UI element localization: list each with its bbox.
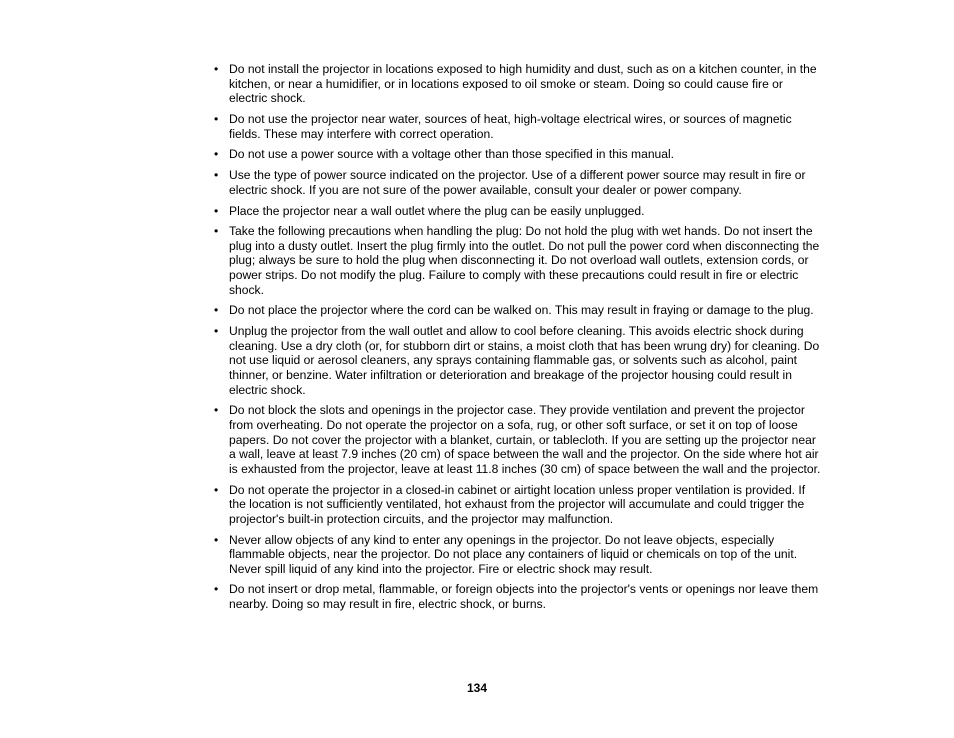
list-item	[214, 62, 824, 106]
list-item	[214, 303, 824, 318]
bullet-glyph: •	[214, 224, 219, 239]
list-item	[214, 582, 824, 611]
bullet-glyph: •	[214, 324, 219, 339]
list-item-text: Do not operate the projector in a closed-in cabinet or airtight location unless proper ventilation is provided. If the location is not sufficiently ventilated, hot exhaust from the projector will accumulate and could trigger the projector's built-in protection circuits, and the projector may malfunction.	[229, 482, 806, 526]
bullet-glyph: •	[214, 482, 219, 497]
list-item	[214, 403, 824, 476]
bullet-glyph: •	[214, 532, 219, 547]
bullet-glyph: •	[214, 403, 219, 418]
list-item	[214, 147, 824, 162]
list-item-text: Use the type of power source indicated on the projector. Use of a different power source may result in fire or electric shock. If you are not sure of the power available, consult your dealer or power company.	[229, 168, 806, 197]
list-item-text: Do not insert or drop metal, flammable, or foreign objects into the projector's vents or openings nor leave them nearby. Doing so may result in fire, electric shock, or burns.	[229, 582, 819, 612]
list-item	[214, 112, 824, 141]
page-number: 134	[466, 681, 488, 695]
list-item-text: Do not use the projector near water, sources of heat, high-voltage electrical wires, or sources of magnetic fields. These may interfere with correct operation.	[229, 111, 792, 141]
list-item-text: Do not place the projector where the cord can be walked on. This may result in fraying or damage to the plug.	[229, 303, 814, 318]
list-item-text: Unplug the projector from the wall outlet and allow to cool before cleaning. This avoids electric shock during cleaning. Use a dry cloth (or, for stubborn dirt or stains, a moist cloth that has been wrung dry) for cleaning. Do not use liquid or aerosol cleaners, any sprays containing flammable gas, or solvents such as alcohol, paint thinner, or benzine. Water infiltration or deterioration and breakage of the projector housing could result in electric shock.	[229, 324, 820, 397]
list-item-text: Place the projector near a wall outlet where the plug can be easily unplugged.	[229, 203, 645, 218]
list-item	[214, 483, 824, 527]
list-item-text: Never allow objects of any kind to enter any openings in the projector. Do not leave objects, especially flammable objects, near the projector. Do not place any containers of liquid or chemicals on top of the unit. Never spill liquid of any kind into the projector. Fire or electric shock may result.	[229, 532, 798, 576]
list-item-text: Do not use a power source with a voltage other than those specified in this manual.	[229, 147, 675, 162]
bullet-glyph: •	[214, 203, 219, 218]
bullet-glyph: •	[214, 303, 219, 318]
safety-precautions-list	[214, 62, 824, 612]
page-content	[214, 62, 824, 618]
bullet-glyph: •	[214, 582, 219, 597]
bullet-glyph: •	[214, 111, 219, 126]
list-item-text: Take the following precautions when handling the plug: Do not hold the plug with wet hands. Do not insert the plug into a dusty outlet. Insert the plug firmly into the outlet. Do not pull the power cord when disconnecting the plug; always be sure to hold the plug when disconnecting it. Do not overload wall outlets, extension cords, or power strips. Do not modify the plug. Failure to comply with these precautions could result in fire or electric shock.	[229, 224, 820, 297]
list-item	[214, 224, 824, 297]
list-item	[214, 533, 824, 577]
bullet-glyph: •	[214, 62, 219, 76]
list-item	[214, 204, 824, 219]
bullet-glyph: •	[214, 147, 219, 162]
list-item-text: Do not install the projector in locations exposed to high humidity and dust, such as on a kitchen counter, in the kitchen, or near a humidifier, or in locations exposed to oil smoke or steam. Doing so could cause fire or electric shock.	[229, 62, 817, 106]
list-item	[214, 324, 824, 397]
bullet-glyph: •	[214, 168, 219, 183]
list-item-text: Do not block the slots and openings in the projector case. They provide ventilation and prevent the projector from overheating. Do not operate the projector on a sofa, rug, or other soft surface, or set it on top of loose papers. Do not cover the projector with a blanket, curtain, or tablecloth. If you are setting up the projector near a wall, leave at least 7.9 inches (20 cm) of space between the wall and the projector. On the side where hot air is exhausted from the projector, leave at least 11.8 inches (30 cm) of space between the wall and the projector.	[229, 403, 821, 476]
list-item	[214, 168, 824, 197]
